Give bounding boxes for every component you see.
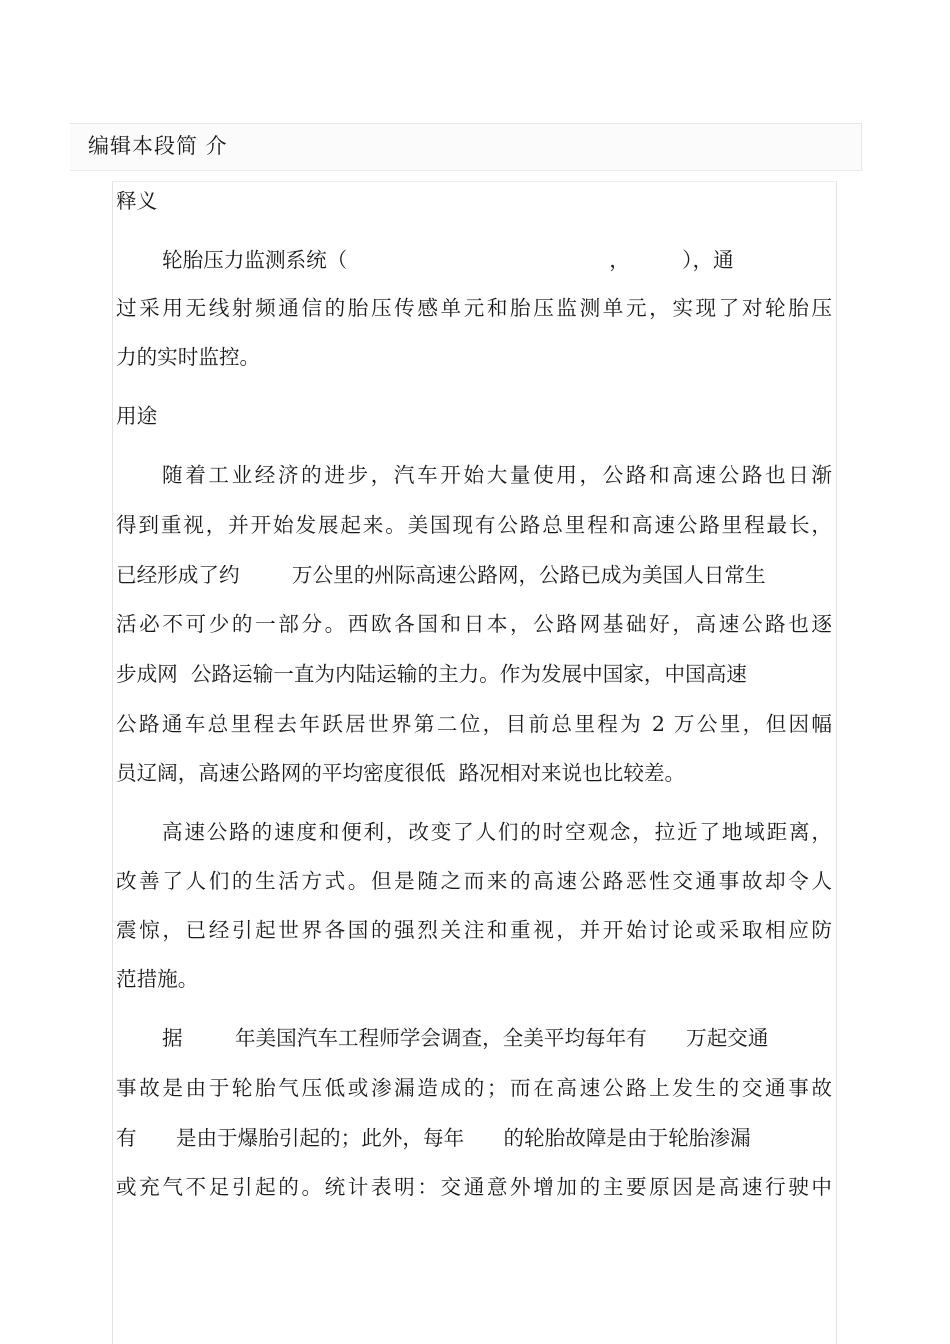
paragraph-line: 震惊，已经引起世界各国的强烈关注和重视，并开始讨论或采取相应防 xyxy=(116,918,832,942)
definition-line: 轮胎压力监测系统（ ， ），通 xyxy=(162,248,734,272)
paragraph-line: 有 是由于爆胎引起的；此外，每年 的轮胎故障是由于轮胎渗漏 xyxy=(116,1126,751,1150)
paragraph-line: 已经形成了约 万公里的州际高速公路网，公路已成为美国人日常生 xyxy=(116,563,766,587)
paragraph-line: 步成网 公路运输一直为内陆运输的主力。作为发展中国家，中国高速 xyxy=(116,662,747,686)
section-title: 编辑本段简 介 xyxy=(88,134,228,158)
paragraph-line: 事故是由于轮胎气压低或渗漏造成的；而在高速公路上发生的交通事故 xyxy=(116,1076,832,1100)
paragraph-line: 公路通车总里程去年跃居世界第二位，目前总里程为 2 万公里，但因幅 xyxy=(116,712,832,736)
paragraph-line: 员辽阔，高速公路网的平均密度很低 路况相对来说也比较差。 xyxy=(116,761,686,785)
paragraph-line: 得到重视，并开始发展起来。美国现有公路总里程和高速公路里程最长， xyxy=(116,513,832,537)
paragraph-line: 改善了人们的生活方式。但是随之而来的高速公路恶性交通事故却令人 xyxy=(116,869,832,893)
definition-line: 过采用无线射频通信的胎压传感单元和胎压监测单元，实现了对轮胎压 xyxy=(116,296,832,320)
paragraph-line: 活必不可少的一部分。西欧各国和日本，公路网基础好，高速公路也逐 xyxy=(116,612,832,636)
paragraph-line: 或充气不足引起的。统计表明：交通意外增加的主要原因是高速行驶中 xyxy=(116,1175,832,1199)
definition-line: 力的实时监控。 xyxy=(116,345,261,369)
paragraph-line: 据 年美国汽车工程师学会调查，全美平均每年有 万起交通 xyxy=(162,1026,769,1050)
paragraph-line: 高速公路的速度和便利，改变了人们的时空观念，拉近了地域距离， xyxy=(162,820,832,844)
paragraph-line: 随着工业经济的进步，汽车开始大量使用，公路和高速公路也日渐 xyxy=(162,463,832,487)
paragraph-line: 范措施。 xyxy=(116,967,199,991)
heading-definition: 释义 xyxy=(116,189,158,213)
section-header xyxy=(70,123,862,171)
heading-usage: 用途 xyxy=(116,404,158,428)
